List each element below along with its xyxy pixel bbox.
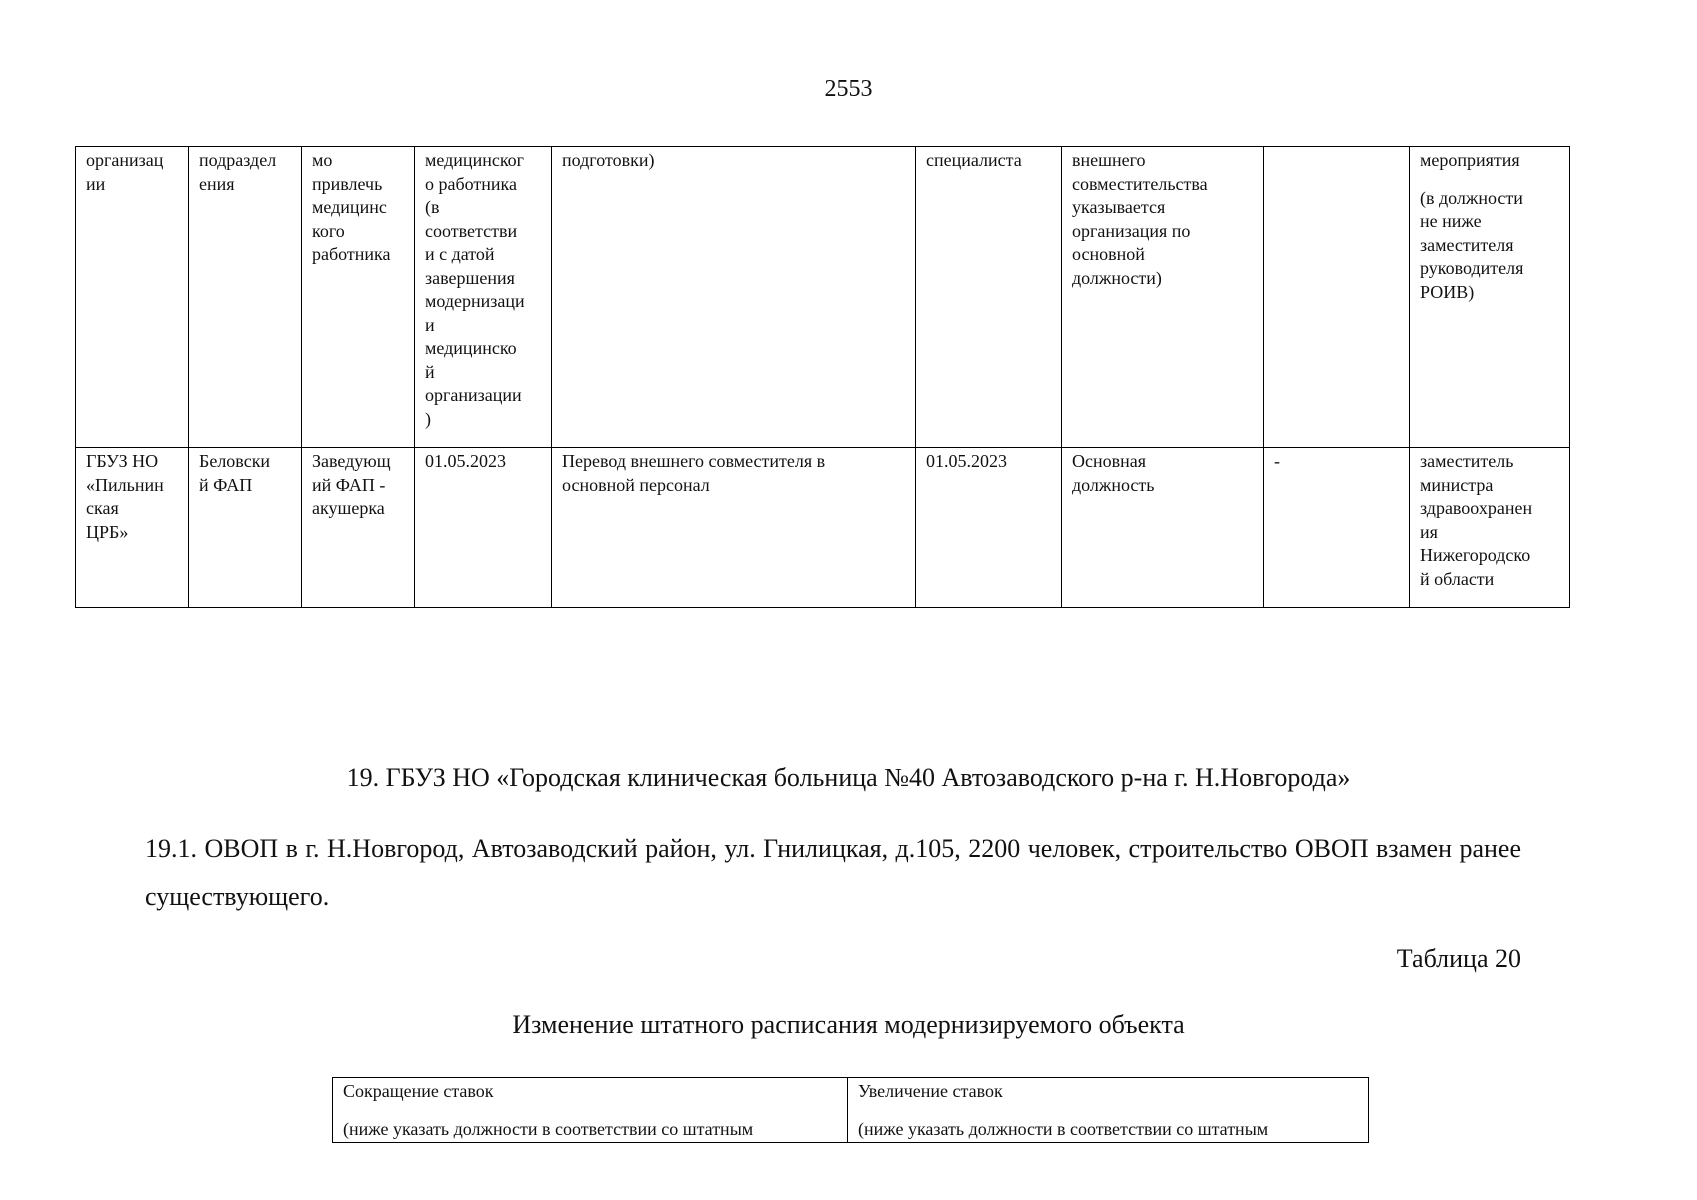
table-header-row <box>76 147 1570 448</box>
staff-schedule-table <box>332 1077 1369 1143</box>
cell-employment-type: Основная должность <box>1062 448 1264 608</box>
cell-date: 01.05.2023 <box>415 448 552 608</box>
cell-specialist-date: 01.05.2023 <box>916 448 1062 608</box>
header-cell-subdivision: подраздел ения <box>189 147 302 448</box>
table-caption: Изменение штатного расписания модернизируемого объекта <box>512 1010 1185 1039</box>
reduction-cell <box>333 1078 848 1143</box>
page-number: 2553 <box>824 76 873 102</box>
increase-note: (ниже указать должности в соответствии со штатным <box>858 1118 1269 1139</box>
cell-measure: Перевод внешнего совместителя в основной персонал <box>552 448 916 608</box>
staffing-measures-table <box>75 146 1570 608</box>
header-cell-specialist: специалиста <box>916 147 1062 448</box>
object-description: 19.1. ОВОП в г. Н.Новгород, Автозаводский район, ул. Гнилицкая, д.105, 2200 человек, строительство ОВОП взамен ранее существующего. <box>145 834 1521 911</box>
header-cell-empty <box>1264 147 1410 448</box>
header-cell-responsible-note: (в должности не ниже заместителя руководителя РОИВ) <box>1420 187 1524 302</box>
increase-header: Увеличение ставок <box>858 1081 1003 1101</box>
section-title: 19. ГБУЗ НО «Городская клиническая больница №40 Автозаводского р-на г. Н.Новгорода» <box>346 763 1351 792</box>
cell-responsible: заместитель министра здравоохранен ия Нижегородско й области <box>1410 448 1570 608</box>
header-cell-responsible <box>1410 147 1570 448</box>
header-cell-worker-date: медицинског о работника (в соответстви и с датой завершения модернизаци и медицинско й организации ) <box>415 147 552 448</box>
table-number: Таблица 20 <box>1396 944 1521 973</box>
cell-organization: ГБУЗ НО «Пильнин ская ЦРБ» <box>76 448 189 608</box>
header-cell-responsible-label: мероприятия <box>1420 150 1520 170</box>
cell-position: Заведующ ий ФАП - акушерка <box>302 448 415 608</box>
reduction-header: Сокращение ставок <box>343 1081 494 1101</box>
cell-dash: - <box>1264 448 1410 608</box>
header-cell-training: подготовки) <box>552 147 916 448</box>
header-cell-recruitment-source: мо привлечь медицинс кого работника <box>302 147 415 448</box>
table-row <box>76 448 1570 608</box>
header-cell-organization: организац ии <box>76 147 189 448</box>
reduction-note: (ниже указать должности в соответствии со штатным <box>343 1118 754 1139</box>
cell-subdivision: Беловски й ФАП <box>189 448 302 608</box>
increase-cell <box>848 1078 1369 1143</box>
table-row <box>333 1078 1369 1143</box>
header-cell-part-time: внешнего совместительства указывается организация по основной должности) <box>1062 147 1264 448</box>
